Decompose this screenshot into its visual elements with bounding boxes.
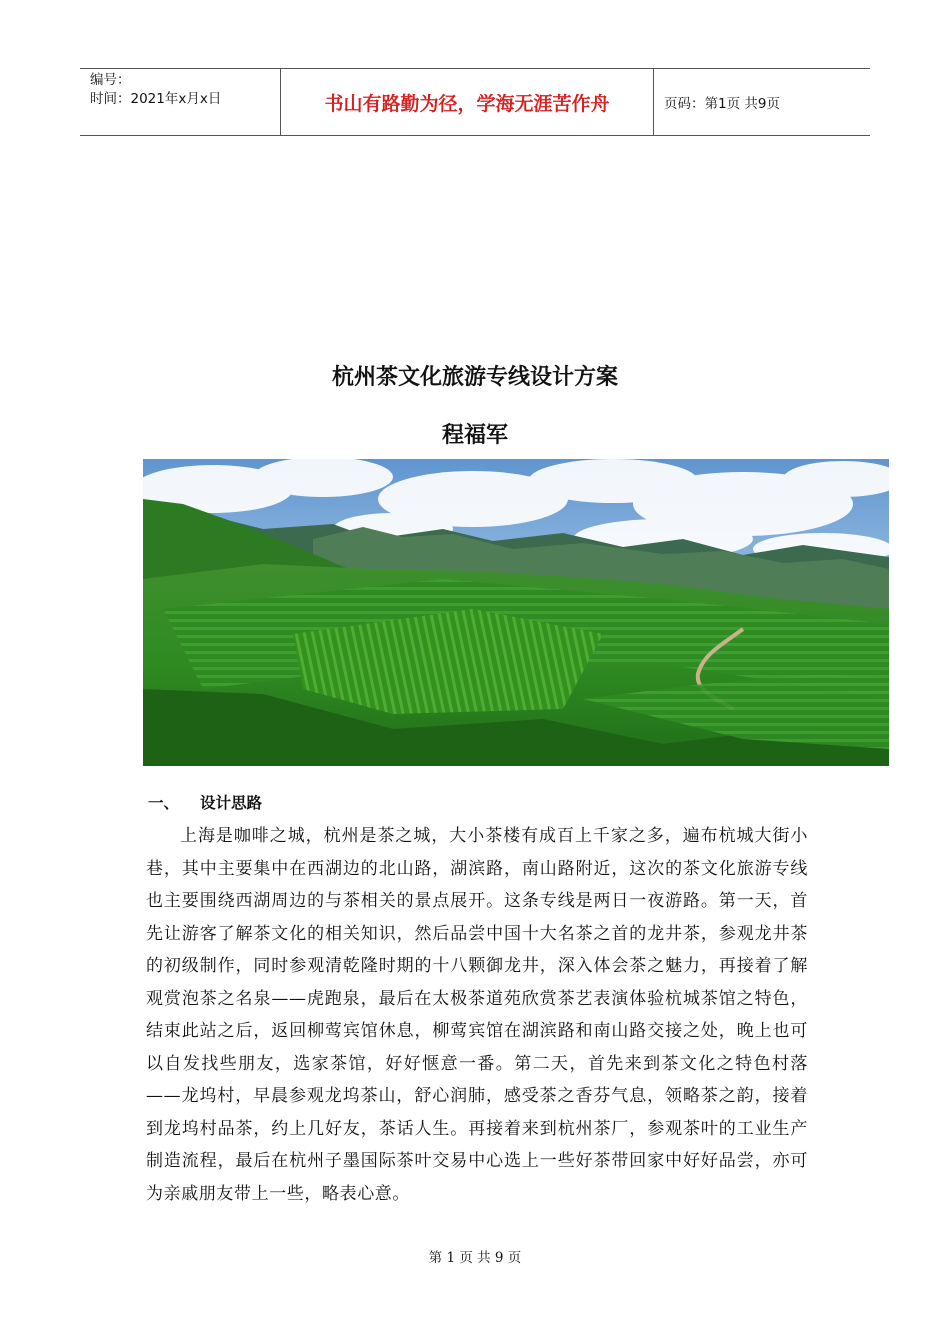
date-line: 时间：2021年x月x日 [90, 91, 222, 107]
tea-plantation-landscape-photo [143, 459, 889, 766]
section-paragraph: 上海是咖啡之城，杭州是茶之城，大小茶楼有成百上千家之多，遍布杭城大街小巷，其中主要集中在西湖边的北山路，湖滨路，南山路附近，这次的茶文化旅游专线也主要围绕西湖周边的与茶相关的景点展开。这条专线是两日一夜游路。第一天，首先让游客了解茶文化的相关知识，然后品尝中国十大名茶之首的龙井茶，参观龙井茶的初级制作，同时参观清乾隆时期的十八颗御龙井，深入体会茶之魅力，再接着了解观赏泡茶之名泉——虎跑泉，最后在太极茶道苑欣赏茶艺表演体验杭城茶馆之特色，结束此站之后，返回柳莺宾馆休息，柳莺宾馆在湖滨路和南山路交接之处，晚上也可以自发找些朋友，选家茶馆，好好惬意一番。第二天，首先来到茶文化之特色村落——龙坞村，早晨参观龙坞茶山，舒心润肺，感受茶之香芬气息，领略茶之韵，接着到龙坞村品茶，约上几好友，茶话人生。再接着来到杭州茶厂，参观茶叶的工业生产制造流程，最后在杭州子墨国际茶叶交易中心选上一些好茶带回家中好好品尝，亦可为亲戚朋友带上一些，略表心意。 [146, 826, 808, 1204]
document-title: 杭州茶文化旅游专线设计方案 [331, 365, 618, 390]
section-title: 设计思路 [200, 794, 263, 812]
serial-label: 编号： [90, 72, 131, 88]
header-motto: 书山有路勤为径，学海无涯苦作舟 [280, 69, 654, 135]
header-page-info: 页码：第1页 共9页 [664, 96, 780, 112]
section-number: 一、 [148, 794, 180, 812]
section-heading [148, 791, 262, 813]
document-author: 程福军 [441, 423, 508, 448]
tea-plantation-photo [143, 459, 889, 766]
header-table [80, 68, 870, 136]
page-footer: 第 1 页 共 9 页 [428, 1250, 522, 1266]
header-meta [80, 69, 280, 135]
